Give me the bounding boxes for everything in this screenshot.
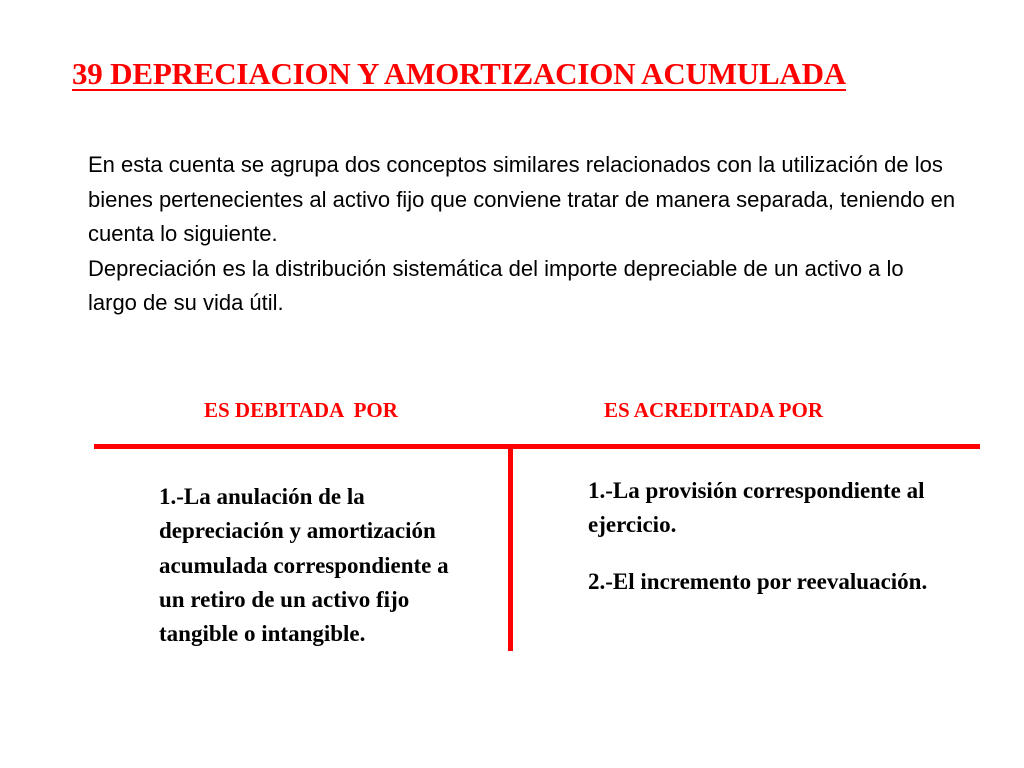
page-title: 39 DEPRECIACION Y AMORTIZACION ACUMULADA [72,56,846,91]
t-account-horizontal-line [94,444,980,449]
credit-item-1: 1.-La provisión correspondiente al ejercicio. [588,478,925,537]
credit-items-list [588,474,1008,622]
t-account-vertical-line [508,447,513,651]
intro-paragraph-1: En esta cuenta se agrupa dos conceptos similares relacionados con la utilización de los bienes pertenecientes al activo fijo que conviene tratar de manera separada, teniendo en cuenta lo siguiente. [88,152,956,246]
debit-item-1: 1.-La anulación de la depreciación y amortización acumulada correspondiente a un retiro de un activo fijo tangible o intangible. [159,484,449,647]
intro-text [88,148,958,321]
debit-column-header: ES DEBITADA POR [204,398,398,422]
intro-paragraph-2: Depreciación es la distribución sistemática del importe depreciable de un activo a lo largo de su vida útil. [88,255,904,315]
credit-item-2: 2.-El incremento por reevaluación. [588,569,928,594]
credit-column-header: ES ACREDITADA POR [604,398,823,422]
